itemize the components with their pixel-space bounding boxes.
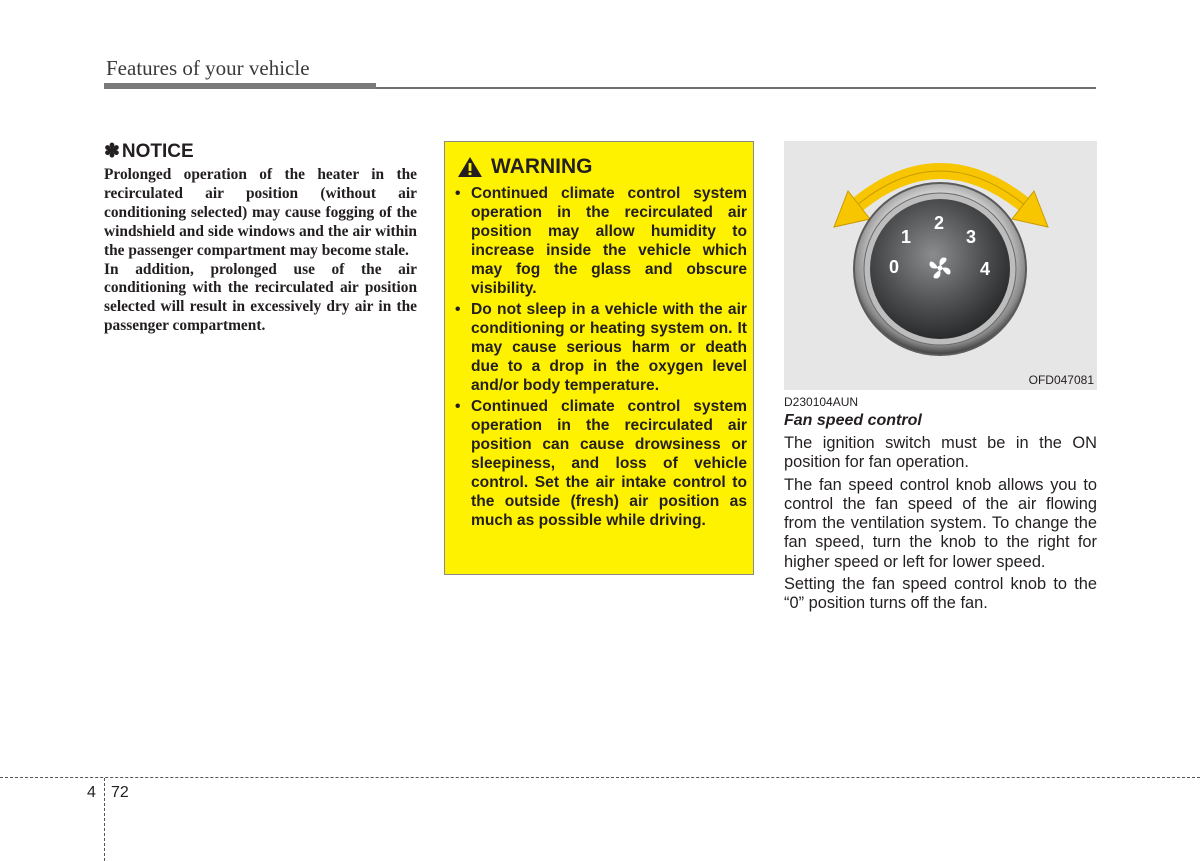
bullet-icon: • (455, 301, 461, 318)
notice-paragraph: Prolonged operation of the heater in the recirculated air position (without air conditioning selected) may cause fogging of the windshield and side windows and the air within the passenger compartment may become stale. (104, 166, 417, 259)
notice-section (104, 140, 417, 336)
header-rule-thin (376, 87, 1096, 89)
page-header-title: Features of your vehicle (106, 56, 310, 80)
body-paragraph: Setting the fan speed control knob to the “0” position turns off the fan. (784, 575, 1097, 613)
fan-knob-figure (784, 141, 1097, 390)
knob-label-0: 0 (889, 257, 900, 277)
notice-heading (104, 140, 417, 163)
knob-label-4: 4 (980, 259, 991, 279)
knob-label-3: 3 (966, 227, 977, 247)
warning-item-text: Do not sleep in a vehicle with the air conditioning or heating system on. It may cause serious harm or death due to a drop in the oxygen level and/or body temperature. (471, 301, 747, 394)
warning-item (455, 300, 747, 395)
chapter-number: 4 (87, 784, 96, 801)
bullet-icon: • (455, 185, 461, 202)
warning-heading-label: WARNING (491, 155, 593, 178)
notice-heading-label: NOTICE (121, 140, 194, 162)
section-body (784, 434, 1097, 617)
knob-label-1: 1 (901, 227, 912, 247)
fan-knob-illustration (784, 141, 1097, 390)
page-number: 72 (111, 784, 129, 801)
body-paragraph: The fan speed control knob allows you to control the fan speed of the air flowing from the ventilation system. To change the fan speed, turn the knob to the right for higher speed or left for lower speed. (784, 475, 1097, 571)
warning-item (455, 397, 747, 530)
warning-triangle-icon (457, 156, 483, 178)
warning-item-text: Continued climate control system operation in the recirculated air position can cause drowsiness or sleepiness, and loss of vehicle control. Set the air intake control to the outside (fresh) air position as much as possible while driving. (471, 398, 747, 529)
section-title: Fan speed control (784, 412, 922, 429)
bullet-icon: • (455, 398, 461, 415)
warning-item-text: Continued climate control system operation in the recirculated air position may allow humidity to increase inside the vehicle which may fog the glass and obscure visibility. (471, 185, 747, 297)
warning-heading (457, 155, 593, 179)
warning-list (455, 184, 747, 532)
header-rule-thick (104, 83, 376, 89)
footer-dashed-rule (0, 777, 1200, 778)
section-code: D230104AUN (784, 395, 859, 409)
notice-paragraph: In addition, prolonged use of the air conditioning with the recirculated air position selected will result in excessively dry air in the passenger compartment. (104, 260, 417, 335)
notice-asterisk-icon: ✽ (104, 141, 120, 162)
footer-vertical-dashed-rule (104, 778, 105, 861)
body-paragraph: The ignition switch must be in the ON position for fan operation. (784, 434, 1097, 472)
warning-item (455, 184, 747, 298)
warning-box (444, 141, 754, 575)
knob-label-2: 2 (934, 213, 945, 233)
figure-image-code: OFD047081 (1028, 373, 1094, 387)
